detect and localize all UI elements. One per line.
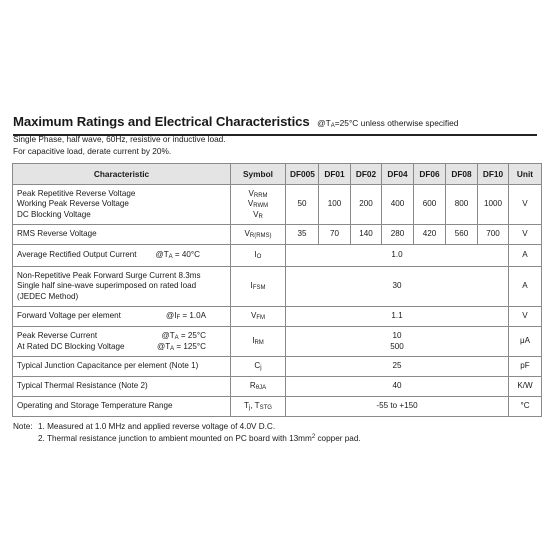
symbol-cell: $I_{RM}$ — [231, 327, 286, 357]
characteristic-cell: Average Rectified Output Current $@T_A = 40^\circ C$ — [13, 245, 231, 267]
table-row — [13, 377, 542, 397]
symbol-cell: $R_{\theta JA}$ — [231, 377, 286, 397]
footnote-2: 2. Thermal resistance junction to ambient mounted on PC board with $13mm^2$ copper pad. — [38, 433, 361, 443]
unit-cell: pF — [509, 357, 542, 377]
value-cell: 100 — [319, 185, 351, 225]
unit-cell: A — [509, 245, 542, 267]
value-cell: 40 — [286, 377, 509, 397]
intro-line-1: Single Phase, half wave, 60Hz, resistive or inductive load. — [13, 134, 226, 144]
symbol-cell: $I_{FSM}$ — [231, 267, 286, 307]
page-title: Maximum Ratings and Electrical Characteristics — [13, 114, 310, 129]
value-cell: 280 — [382, 225, 414, 245]
table-row — [13, 397, 542, 417]
characteristic-cell: Operating and Storage Temperature Range — [13, 397, 231, 417]
table-header-row — [13, 164, 542, 185]
table-row — [13, 267, 542, 307]
value-cell: 1000 — [478, 185, 509, 225]
column-header: DF06 — [414, 164, 446, 185]
symbol-cell: $V_{R(RMS)}$ — [231, 225, 286, 245]
unit-cell: V — [509, 185, 542, 225]
unit-cell: K/W — [509, 377, 542, 397]
column-header: DF10 — [478, 164, 509, 185]
value-cell: 10 500 — [286, 327, 509, 357]
value-cell: 25 — [286, 357, 509, 377]
column-header: Unit — [509, 164, 542, 185]
column-header: Symbol — [231, 164, 286, 185]
value-cell: 140 — [351, 225, 382, 245]
column-header: Characteristic — [13, 164, 231, 185]
value-cell: 1.1 — [286, 307, 509, 327]
characteristic-cell: Peak Repetitive Reverse Voltage Working Peak Reverse Voltage DC Blocking Voltage — [13, 185, 231, 225]
column-header: DF04 — [382, 164, 414, 185]
intro-line-2: For capacitive load, derate current by 20%. — [13, 146, 172, 156]
value-cell: 400 — [382, 185, 414, 225]
unit-cell: °C — [509, 397, 542, 417]
symbol-cell: $V_{RRM}$ $V_{RWM}$ $V_R$ — [231, 185, 286, 225]
table-row — [13, 185, 542, 225]
symbol-cell: $I_O$ — [231, 245, 286, 267]
footnote-1: Note: 1. Measured at 1.0 MHz and applied reverse voltage of 4.0V D.C. — [13, 422, 276, 431]
value-cell: 420 — [414, 225, 446, 245]
footnotes — [13, 421, 361, 444]
characteristic-cell: Peak Reverse Current $@T_A = 25^\circ C$ At Rated DC Blocking Voltage $@T_A = 125^\circ C$ — [13, 327, 231, 357]
value-cell: 1.0 — [286, 245, 509, 267]
symbol-cell: $V_{FM}$ — [231, 307, 286, 327]
value-cell: 30 — [286, 267, 509, 307]
value-cell: 560 — [446, 225, 478, 245]
value-cell: 800 — [446, 185, 478, 225]
characteristic-cell: Typical Thermal Resistance (Note 2) — [13, 377, 231, 397]
value-cell: 70 — [319, 225, 351, 245]
symbol-cell: $C_j$ — [231, 357, 286, 377]
characteristic-cell: Non-Repetitive Peak Forward Surge Current 8.3ms Single half sine-wave superimposed on rated load (JEDEC Method) — [13, 267, 231, 307]
value-cell: 600 — [414, 185, 446, 225]
unit-cell: μA — [509, 327, 542, 357]
value-cell: 35 — [286, 225, 319, 245]
column-header: DF08 — [446, 164, 478, 185]
symbol-cell: $T_j$, $T_{STG}$ — [231, 397, 286, 417]
unit-cell: V — [509, 307, 542, 327]
characteristic-cell: Forward Voltage per element $@I_F = 1.0A$ — [13, 307, 231, 327]
column-header: DF005 — [286, 164, 319, 185]
table-row — [13, 327, 542, 357]
table-row — [13, 245, 542, 267]
value-cell: 200 — [351, 185, 382, 225]
table-row — [13, 307, 542, 327]
unit-cell: A — [509, 267, 542, 307]
table-row — [13, 357, 542, 377]
column-header: DF02 — [351, 164, 382, 185]
intro-text — [13, 133, 226, 157]
ratings-table — [12, 163, 542, 417]
characteristic-cell: Typical Junction Capacitance per element (Note 1) — [13, 357, 231, 377]
value-cell: -55 to +150 — [286, 397, 509, 417]
value-cell: 700 — [478, 225, 509, 245]
value-cell: 50 — [286, 185, 319, 225]
column-header: DF01 — [319, 164, 351, 185]
table-row — [13, 225, 542, 245]
characteristic-cell: RMS Reverse Voltage — [13, 225, 231, 245]
title-condition: $@T_A=25^\circ C$ unless otherwise specified — [317, 118, 459, 129]
unit-cell: V — [509, 225, 542, 245]
